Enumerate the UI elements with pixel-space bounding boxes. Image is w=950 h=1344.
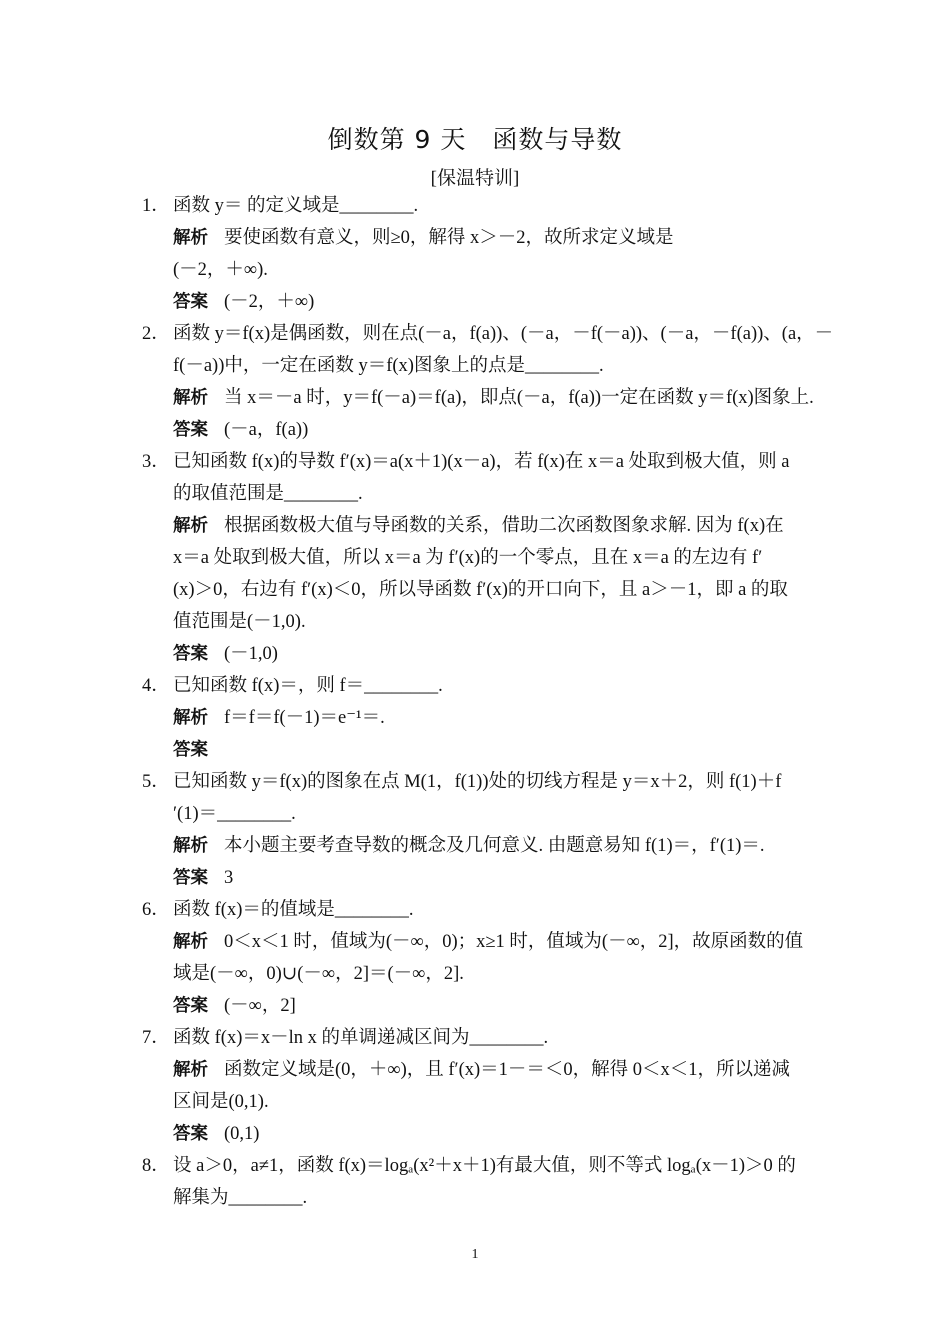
question-number: 7． [142, 1028, 170, 1048]
analysis-label: 解析 [173, 516, 208, 536]
question-4-line [142, 674, 782, 698]
analysis-text: 区间是(0,1). [173, 1092, 269, 1112]
analysis-label: 解析 [173, 708, 208, 728]
analysis-line [173, 386, 813, 410]
answer-label: 答案 [173, 644, 208, 664]
question-2-line [142, 322, 834, 346]
question-text: ′(1)＝________. [173, 804, 296, 824]
question-text: 函数 f(x)＝的值域是________. [173, 900, 414, 920]
analysis-text: x＝a 处取到极大值，所以 x＝a 为 f′(x)的一个零点，且在 x＝a 的左边有 f′ [173, 548, 763, 568]
answer-label: 答案 [173, 740, 208, 760]
page-number: 1 [471, 1247, 479, 1262]
analysis-line [173, 578, 813, 602]
answer-label: 答案 [173, 868, 208, 888]
question-number: 3． [142, 452, 170, 472]
question-line [173, 1186, 813, 1210]
question-line [173, 482, 813, 506]
answer-text: (－∞，2] [224, 996, 296, 1016]
analysis-text: 值范围是(－1,0). [173, 612, 306, 632]
question-6-line [142, 898, 782, 922]
analysis-text: 函数定义域是(0，＋∞)，且 f′(x)＝1－＝＜0，解得 0＜x＜1，所以递减 [224, 1060, 791, 1080]
question-number: 5． [142, 772, 170, 792]
question-number: 2． [142, 324, 170, 344]
question-number: 8． [142, 1156, 170, 1176]
analysis-label: 解析 [173, 1060, 208, 1080]
analysis-text: 要使函数有意义，则≥0，解得 x＞－2，故所求定义域是 [224, 228, 674, 248]
analysis-line [173, 834, 813, 858]
answer-label: 答案 [173, 996, 208, 1016]
question-text: 函数 f(x)＝x－ln x 的单调递减区间为________. [173, 1028, 549, 1048]
analysis-line [173, 258, 813, 282]
analysis-label: 解析 [173, 388, 208, 408]
question-8-line [142, 1154, 796, 1178]
analysis-label: 解析 [173, 228, 208, 248]
analysis-line [173, 1090, 813, 1114]
question-text: 函数 y＝f(x)是偶函数，则在点(－a，f(a))、(－a，－f(－a))、(－a，－f(a))、(a，－ [173, 324, 834, 344]
question-text: 解集为________. [173, 1188, 308, 1208]
answer-line [173, 418, 813, 442]
question-text: f(－a))中，一定在函数 y＝f(x)图象上的点是________. [173, 356, 604, 376]
question-7-line [142, 1026, 782, 1050]
answer-line [173, 994, 813, 1018]
answer-text: (－2，＋∞) [224, 292, 315, 312]
analysis-text: 根据函数极大值与导函数的关系，借助二次函数图象求解. 因为 f(x)在 [224, 516, 784, 536]
analysis-text: 0＜x＜1 时，值域为(－∞，0)；x≥1 时，值域为(－∞，2]，故原函数的值 [224, 932, 804, 952]
analysis-text: (－2，＋∞). [173, 260, 268, 280]
answer-line [173, 642, 813, 666]
answer-label: 答案 [173, 1124, 208, 1144]
analysis-text: 当 x＝－a 时，y＝f(－a)＝f(a)，即点(－a，f(a))一定在函数 y＝f(x)图象上. [224, 388, 814, 408]
question-text: 设 a＞0，a≠1，函数 f(x)＝logₐ(x²＋x＋1)有最大值，则不等式 logₐ(x－1)＞0 的 [173, 1156, 796, 1176]
question-line [173, 802, 813, 826]
analysis-text: f＝f＝f(－1)＝e⁻¹＝. [224, 708, 385, 728]
analysis-line [173, 514, 813, 538]
question-number: 4． [142, 676, 170, 696]
question-text: 的取值范围是________. [173, 484, 363, 504]
answer-text: (0,1) [224, 1124, 260, 1144]
analysis-text: 域是(－∞，0)∪(－∞，2]＝(－∞，2]. [173, 964, 464, 984]
answer-label: 答案 [173, 420, 208, 440]
analysis-label: 解析 [173, 836, 208, 856]
analysis-line [173, 610, 813, 634]
analysis-line [173, 930, 813, 954]
answer-label: 答案 [173, 292, 208, 312]
answer-text: (－a，f(a)) [224, 420, 309, 440]
answer-line [173, 1122, 813, 1146]
analysis-text: 本小题主要考查导数的概念及几何意义. 由题意易知 f(1)＝，f′(1)＝. [224, 836, 765, 856]
question-number: 1． [142, 196, 170, 216]
analysis-line [173, 546, 813, 570]
page-title: 倒数第 9 天 函数与导数 [327, 125, 623, 154]
question-line [173, 354, 813, 378]
analysis-label: 解析 [173, 932, 208, 952]
page-subtitle: [保温特训] [430, 168, 520, 189]
answer-line [173, 738, 813, 762]
question-number: 6． [142, 900, 170, 920]
question-3-line [142, 450, 790, 474]
answer-text: 3 [224, 868, 234, 888]
answer-text: (－1,0) [224, 644, 278, 664]
question-5-line [142, 770, 782, 794]
question-text: 已知函数 y＝f(x)的图象在点 M(1，f(1))处的切线方程是 y＝x＋2，则 f(1)＋f [173, 772, 782, 792]
analysis-text: (x)＞0，右边有 f′(x)＜0，所以导函数 f′(x)的开口向下，且 a＞－1，即 a 的取 [173, 580, 788, 600]
question-1-line [142, 194, 782, 218]
answer-line [173, 866, 813, 890]
question-text: 函数 y＝ 的定义域是________. [173, 196, 419, 216]
question-text: 已知函数 f(x)＝，则 f＝________. [173, 676, 443, 696]
analysis-line [173, 1058, 813, 1082]
answer-line [173, 290, 813, 314]
analysis-line [173, 226, 813, 250]
analysis-line [173, 706, 813, 730]
analysis-line [173, 962, 813, 986]
question-text: 已知函数 f(x)的导数 f′(x)＝a(x＋1)(x－a)，若 f(x)在 x＝a 处取到极大值，则 a [173, 452, 790, 472]
